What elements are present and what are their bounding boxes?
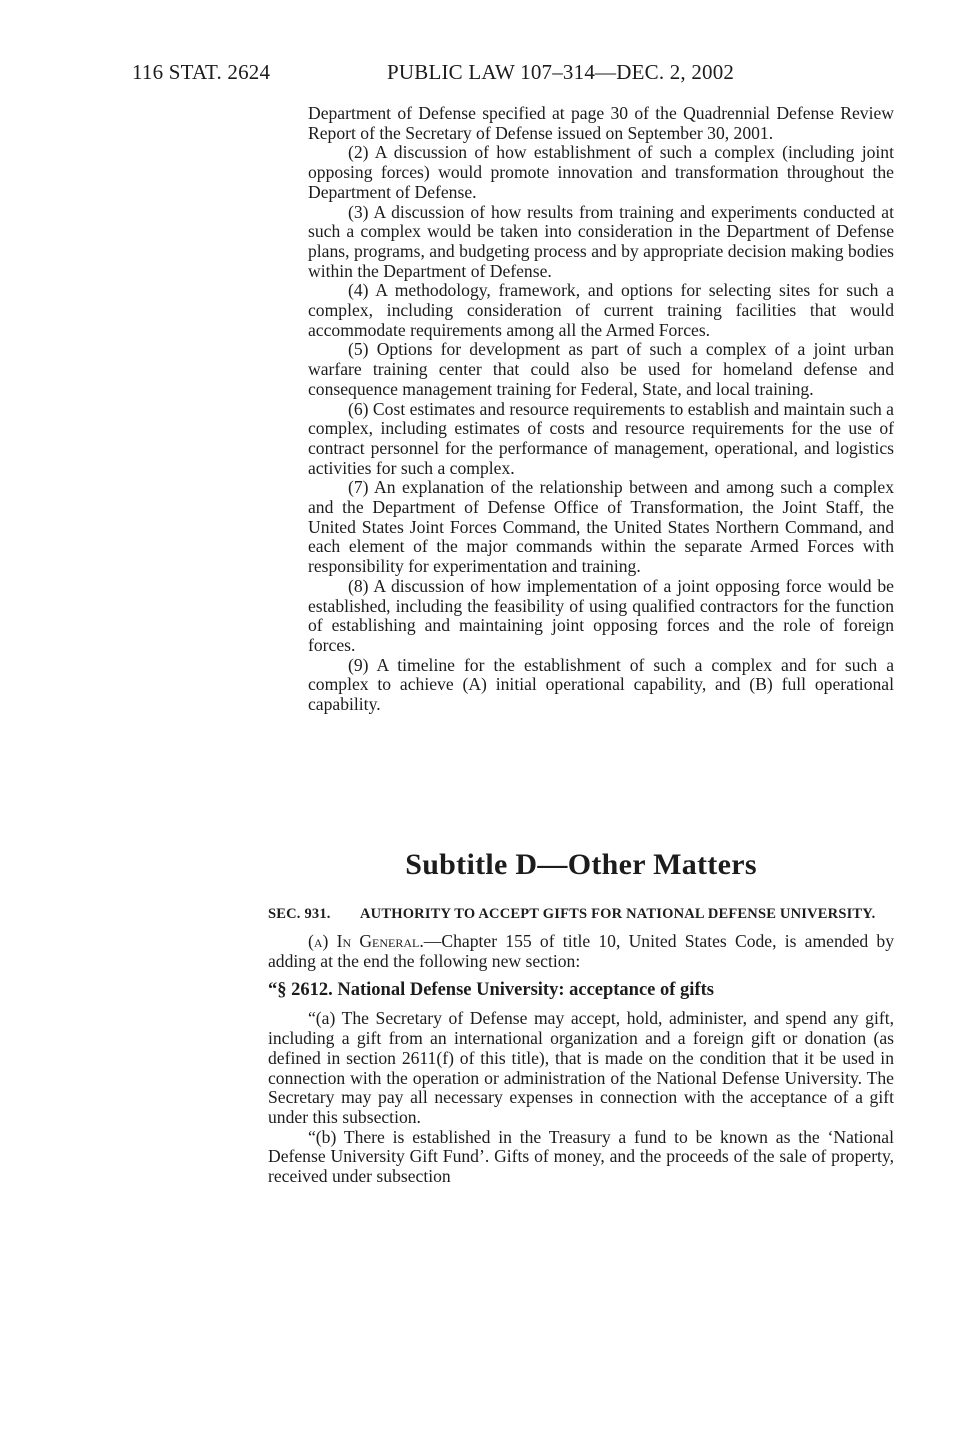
list-item-2: (2) A discussion of how establishment of such a complex (including joint opposing forces) would promote innovation and transformation throughout the Department of Defense. [308, 142, 894, 202]
list-item-7: (7) An explanation of the relationship between and among such a complex and the Department of Defense Office of Transformation, the Joint Staff, the United States Joint Forces Command, the United States Northern Command, and each element of the major commands within the separate Armed Forces with responsibility for experimentation and training. [308, 477, 894, 577]
list-item-9: (9) A timeline for the establishment of such a complex and for such a complex to achieve (A) initial operational capability, and (B) full operational capability. [308, 654, 894, 715]
list-item-3: (3) A discussion of how results from training and experiments conducted at such a complex would be taken into consideration in the Department of Defense plans, programs, and budgeting process and by appropriate decision making bodies within the Department of Defense. [308, 201, 894, 281]
list-item-1-continuation: Department of Defense specified at page 30 of the Quadrennial Defense Review Report of the Secretary of Defense issued on September 30, 2001. [308, 103, 894, 143]
code-paragraph-b: “(b) There is established in the Treasury a fund to be known as the ‘National Defense University Gift Fund’. Gifts of money, and the proceeds of the sale of property, received under subsection [268, 1126, 894, 1187]
report-requirements-list [308, 104, 894, 715]
code-paragraph-a: “(a) The Secretary of Defense may accept, hold, administer, and spend any gift, including a gift from an international organization and a foreign gift or donation (as defined in section 2611(f) of this title), that is made on the condition that it be used in connection with the operation or administration of the National Defense University. The Secretary may pay all necessary expenses in connection with the acceptance of a gift under this subsection. [268, 1008, 894, 1127]
list-item-5: (5) Options for development as part of such a complex of a joint urban warfare training center that could also be used for homeland defense and consequence management training for Federal, State, and local training. [308, 339, 894, 399]
section-931 [268, 905, 894, 1187]
code-section-heading: “§ 2612. National Defense University: acceptance of gifts [268, 980, 714, 1001]
section-title: AUTHORITY TO ACCEPT GIFTS FOR NATIONAL DEFENSE UNIVERSITY. [360, 906, 876, 922]
subsection-a-label: (a) In General. [308, 931, 424, 951]
page-header [132, 60, 852, 86]
list-item-4: (4) A methodology, framework, and options for selecting sites for such a complex, including consideration of current training facilities that would accommodate requirements among all the Armed Forces. [308, 280, 894, 340]
subsection-a-in-general [268, 932, 894, 971]
subtitle-heading: Subtitle D—Other Matters [405, 848, 757, 881]
section-number: SEC. 931. [268, 906, 331, 922]
subsection-a-text: —Chapter 155 of title 10, United States Code, is amended by adding at the end the following new section: [268, 931, 895, 971]
list-item-6: (6) Cost estimates and resource requirements to establish and maintain such a complex, including estimates of costs and resource requirements for the use of contract personnel for the performance of management, operational, and logistics activities for such a complex. [308, 398, 894, 478]
list-item-8: (8) A discussion of how implementation of a joint opposing force would be established, including the feasibility of using qualified contractors for the function of establishing and maintaining joint opposing forces and the role of foreign forces. [308, 575, 894, 655]
public-law-reference: PUBLIC LAW 107–314—DEC. 2, 2002 [387, 60, 735, 84]
statute-page-reference: 116 STAT. 2624 [132, 60, 271, 84]
section-heading [268, 905, 894, 924]
